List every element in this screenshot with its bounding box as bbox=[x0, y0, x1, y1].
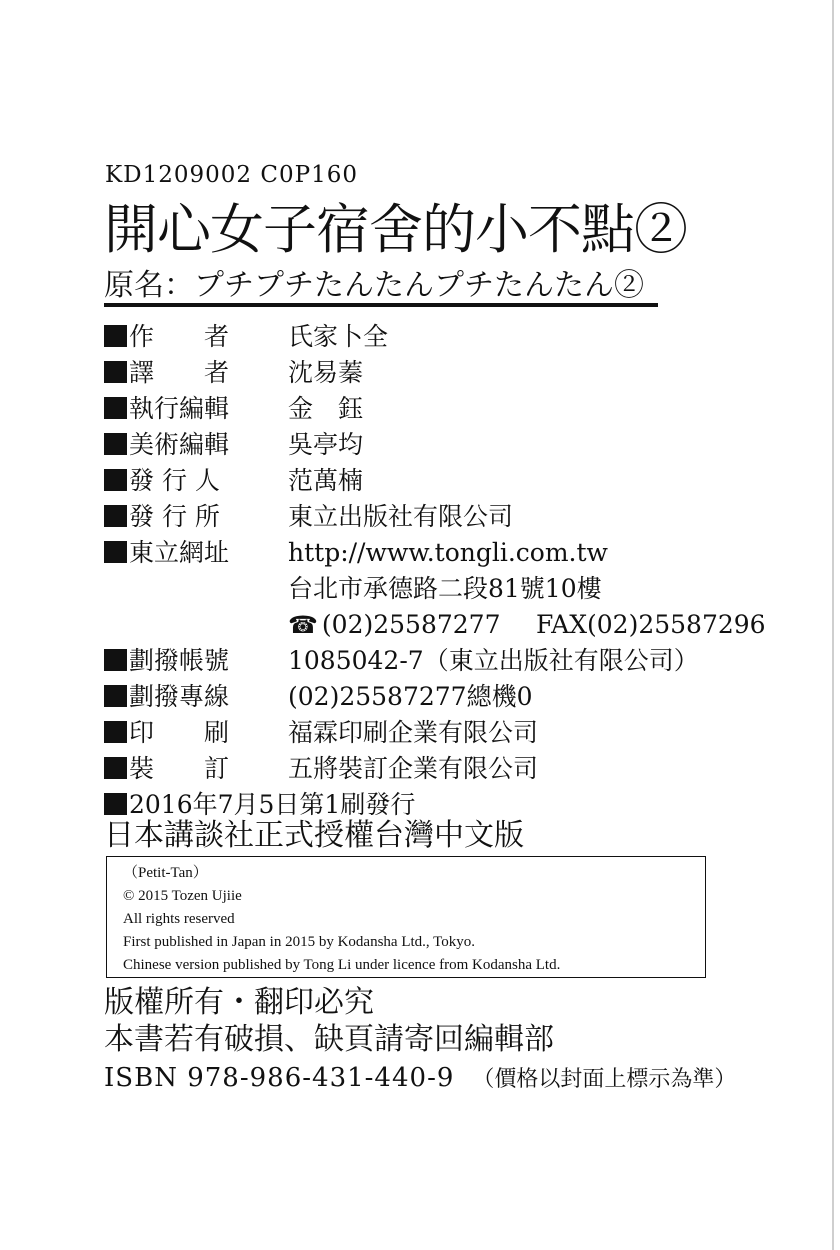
credit-row-website bbox=[104, 535, 804, 571]
bullet-square-icon bbox=[104, 685, 127, 707]
credit-label: 譯 者 bbox=[129, 358, 230, 387]
bullet-square-icon bbox=[104, 469, 127, 491]
publisher-address: 台北市承德路二段81號10樓 bbox=[288, 574, 602, 603]
print-date: 2016年7月5日第1刷發行 bbox=[129, 790, 416, 819]
credit-label: 美術編輯 bbox=[129, 430, 230, 459]
bullet-square-icon bbox=[104, 325, 127, 347]
credit-label: 東立網址 bbox=[129, 538, 230, 567]
credit-label: 劃撥專線 bbox=[129, 682, 230, 711]
credit-row-transfer-line bbox=[104, 679, 804, 715]
bullet-square-icon bbox=[104, 505, 127, 527]
credit-row-author bbox=[104, 319, 804, 355]
price-note: （價格以封面上標示為準） bbox=[472, 1067, 737, 1092]
credit-row-transfer-account bbox=[104, 643, 804, 679]
credit-label: 裝 訂 bbox=[129, 754, 230, 783]
rights-reserved: 版權所有・翻印必究 bbox=[104, 985, 374, 1020]
book-title: 開心女子宿舍的小不點② bbox=[104, 198, 687, 261]
bullet-square-icon bbox=[104, 361, 127, 383]
credit-row-translator bbox=[104, 355, 804, 391]
bullet-square-icon bbox=[104, 397, 127, 419]
copyright-line: © 2015 Tozen Ujiie bbox=[123, 888, 242, 904]
phone-number: (02)25587277 bbox=[321, 610, 501, 639]
copyright-line: （Petit-Tan） bbox=[123, 865, 208, 881]
address-row bbox=[104, 571, 804, 607]
contact-row bbox=[104, 607, 804, 643]
credit-value: (02)25587277總機0 bbox=[288, 682, 533, 711]
credit-label: 劃撥帳號 bbox=[129, 646, 230, 675]
copyright-box bbox=[106, 856, 706, 978]
credit-value: 金 鈺 bbox=[288, 394, 364, 423]
credit-value: 沈易蓁 bbox=[288, 358, 364, 387]
bullet-square-icon bbox=[104, 433, 127, 455]
credit-label: 發 行 人 bbox=[129, 466, 220, 495]
copyright-line: First published in Japan in 2015 by Kodansha Ltd., Tokyo. bbox=[123, 934, 475, 950]
return-note: 本書若有破損、缺頁請寄回編輯部 bbox=[104, 1022, 554, 1057]
credit-row-editor bbox=[104, 391, 804, 427]
bullet-square-icon bbox=[104, 649, 127, 671]
credit-value: 氏家卜全 bbox=[288, 322, 389, 351]
credit-value: 范萬楠 bbox=[288, 466, 364, 495]
credit-label: 執行編輯 bbox=[129, 394, 230, 423]
credit-row-publisher-person bbox=[104, 463, 804, 499]
credit-value: 五將裝訂企業有限公司 bbox=[288, 754, 539, 783]
credit-label: 印 刷 bbox=[129, 718, 230, 747]
credit-label: 發 行 所 bbox=[129, 502, 220, 531]
credit-row-publisher bbox=[104, 499, 804, 535]
copyright-line: Chinese version published by Tong Li under licence from Kodansha Ltd. bbox=[123, 957, 561, 973]
isbn-line bbox=[104, 1060, 736, 1098]
telephone-icon: ☎ bbox=[288, 611, 318, 639]
credit-row-printing bbox=[104, 715, 804, 751]
bullet-square-icon bbox=[104, 541, 127, 563]
product-code: KD1209002 C0P160 bbox=[105, 162, 358, 188]
isbn-number: ISBN 978-986-431-440-9 bbox=[104, 1063, 455, 1093]
license-statement: 日本講談社正式授權台灣中文版 bbox=[104, 818, 524, 853]
title-underline bbox=[104, 303, 658, 307]
credit-value: 1085042-7（東立出版社有限公司） bbox=[288, 646, 699, 675]
copyright-line: All rights reserved bbox=[123, 911, 235, 927]
credits-block bbox=[104, 319, 804, 823]
credit-value: 福霖印刷企業有限公司 bbox=[288, 718, 539, 747]
bullet-square-icon bbox=[104, 757, 127, 779]
credit-row-art-editor bbox=[104, 427, 804, 463]
page-edge bbox=[832, 0, 834, 1250]
credit-value: 吳亭均 bbox=[288, 430, 364, 459]
credit-label: 作 者 bbox=[129, 322, 230, 351]
bullet-square-icon bbox=[104, 721, 127, 743]
website-url: http://www.tongli.com.tw bbox=[288, 538, 608, 567]
original-title: 原名：プチプチたんたんプチたんたん② bbox=[104, 268, 644, 303]
credit-value: 東立出版社有限公司 bbox=[288, 502, 514, 531]
credit-row-binding bbox=[104, 751, 804, 787]
fax-number: FAX(02)25587296 bbox=[536, 610, 766, 639]
bullet-square-icon bbox=[104, 793, 127, 815]
